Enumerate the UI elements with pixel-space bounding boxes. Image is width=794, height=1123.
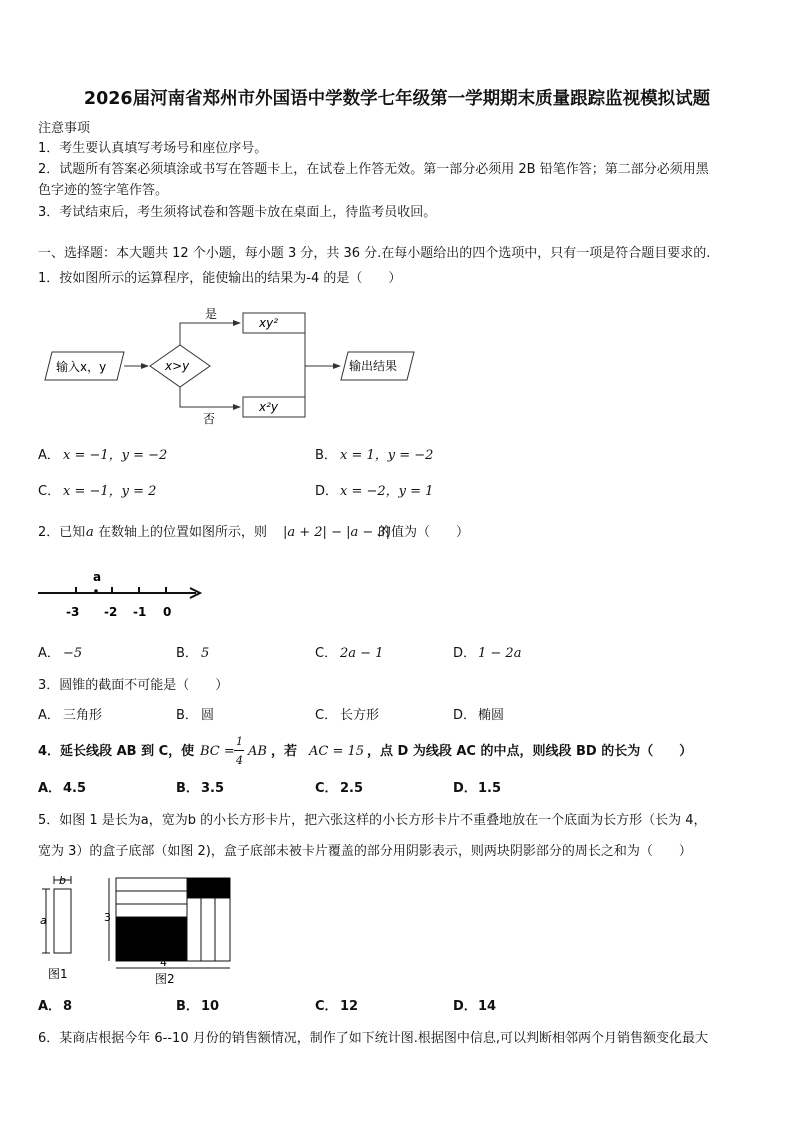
q4-option-d: 1.5: [478, 781, 502, 796]
q2-option-d: 1 − 2a: [478, 646, 522, 661]
q5-figure-1: [40, 874, 71, 981]
q3-option-c-label: C．: [315, 708, 338, 723]
q4-frac-den: 4: [236, 754, 243, 767]
tick-label-neg2: -2: [104, 605, 118, 619]
q1-option-a-label: A．: [38, 448, 60, 463]
q2-option-b-label: B．: [176, 646, 198, 661]
point-a-label: a: [93, 570, 102, 584]
q4-stem-pre: 4．延长线段 AB 到 C，使: [38, 744, 195, 759]
q4-option-c: 2.5: [340, 781, 364, 796]
q2-stem-expr: |a + 2| − |a − 3|: [283, 525, 391, 540]
q2-option-c-label: C．: [315, 646, 338, 661]
q5-option-b: 10: [201, 999, 220, 1014]
flow-output-text: 输出结果: [349, 359, 398, 373]
q4-option-d-label: D．: [453, 781, 477, 796]
q2-stem-post: 的值为（ ）: [378, 525, 470, 540]
q4-option-b-label: B．: [176, 781, 199, 796]
q3-stem: 3．圆锥的截面不可能是（ ）: [38, 678, 229, 693]
q3-option-b-label: B．: [176, 708, 198, 723]
tick-label-0: 0: [163, 605, 172, 619]
q4-option-a: 4.5: [63, 781, 87, 796]
q3-option-c: 长方形: [340, 708, 380, 723]
q2-option-c: 2a − 1: [340, 646, 384, 661]
q5-option-a-label: A．: [38, 999, 62, 1014]
q5-option-d: 14: [478, 999, 497, 1014]
q5-option-d-label: D．: [453, 999, 477, 1014]
svg-text:a: a: [40, 914, 47, 927]
notice-item-1: 1．考生要认真填写考场号和座位序号。: [38, 141, 268, 156]
q4-eq-rhs: AB: [248, 744, 267, 759]
q1-option-a: x = −1，y = −2: [63, 448, 168, 463]
q3-option-d-label: D．: [453, 708, 477, 723]
svg-text:图2: 图2: [155, 972, 175, 986]
q4-stem-post: ，点 D 为线段 AC 的中点，则线段 BD 的长为（ ）: [367, 744, 693, 759]
flow-input-text: 输入x，y: [56, 360, 107, 374]
flow-yes-label: 是: [205, 307, 218, 321]
q1-option-c: x = −1，y = 2: [63, 484, 157, 499]
q5-stem-line1: 5．如图 1 是长为a，宽为b 的小长方形卡片，把六张这样的小长方形卡片不重叠地放在一个底面为长方形（长为 4，: [38, 813, 707, 828]
q4-option-b: 3.5: [201, 781, 225, 796]
notice-item-2: 2．试题所有答案必须填涂或书写在答题卡上，在试卷上作答无效。第一部分必须用 2B 铅笔作答；第二部分必须用黑: [38, 162, 709, 177]
q3-option-d: 椭圆: [478, 708, 505, 723]
q3-option-b: 圆: [201, 708, 215, 723]
svg-text:4: 4: [160, 956, 167, 969]
q2-option-b: 5: [201, 646, 210, 661]
section-heading: 一、选择题：本大题共 12 个小题，每小题 3 分，共 36 分.在每小题给出的四个选项中，只有一项是符合题目要求的.: [38, 246, 711, 261]
svg-text:图1: 图1: [48, 967, 68, 981]
q5-stem-line2: 宽为 3）的盒子底部（如图 2)，盒子底部未被卡片覆盖的部分用阴影表示，则两块阴影部分的周长之和为（ ）: [38, 844, 692, 859]
q1-option-b: x = 1，y = −2: [340, 448, 434, 463]
flow-condition-text: x>y: [165, 359, 190, 373]
q4-frac-num: 1: [236, 735, 243, 748]
q6-stem: 6．某商店根据今年 6--10 月份的销售额情况，制作了如下统计图.根据图中信息,可以判断相邻两个月销售额变化最大: [38, 1031, 708, 1046]
q4-option-a-label: A．: [38, 781, 62, 796]
q1-option-d-label: D．: [315, 484, 339, 499]
q3-option-a: 三角形: [63, 708, 103, 723]
q4-eq-lhs: BC =: [200, 744, 235, 759]
page-title: 2026届河南省郑州市外国语中学数学七年级第一学期期末质量跟踪监视模拟试题: [83, 89, 711, 109]
q4-stem-mid: ，若: [271, 744, 298, 759]
q2-stem-pre: 2．已知: [38, 525, 86, 540]
q3-option-a-label: A．: [38, 708, 60, 723]
q5-figure-2: [104, 878, 230, 986]
tick-label-neg3: -3: [66, 605, 80, 619]
notice-heading: 注意事项: [38, 121, 91, 136]
svg-text:3: 3: [104, 911, 111, 924]
q5-option-c-label: C．: [315, 999, 338, 1014]
q1-option-c-label: C．: [38, 484, 61, 499]
notice-item-3: 3．考试结束后，考生须将试卷和答题卡放在桌面上，待监考员收回。: [38, 205, 437, 220]
q5-option-b-label: B．: [176, 999, 199, 1014]
q2-stem-mid: 在数轴上的位置如图所示，则: [98, 525, 268, 540]
q5-option-c: 12: [340, 999, 359, 1014]
q5-option-a: 8: [63, 999, 73, 1014]
notice-item-2-cont: 色字迹的签字笔作答。: [38, 183, 169, 198]
svg-text:b: b: [59, 874, 66, 887]
tick-label-neg1: -1: [133, 605, 147, 619]
q2-option-d-label: D．: [453, 646, 477, 661]
q4-option-c-label: C．: [315, 781, 338, 796]
q1-option-d: x = −2，y = 1: [340, 484, 434, 499]
flow-no-expr: x²y: [259, 400, 279, 414]
q2-option-a-label: A．: [38, 646, 60, 661]
flow-no-label: 否: [203, 412, 216, 426]
q1-stem: 1．按如图所示的运算程序，能使输出的结果为-4 的是（ ）: [38, 271, 402, 286]
q2-option-a: −5: [63, 646, 83, 661]
q1-option-b-label: B．: [315, 448, 337, 463]
q2-stem-var: a: [86, 525, 94, 540]
flow-yes-expr: xy²: [259, 316, 279, 330]
q4-condition: AC = 15: [309, 744, 365, 759]
